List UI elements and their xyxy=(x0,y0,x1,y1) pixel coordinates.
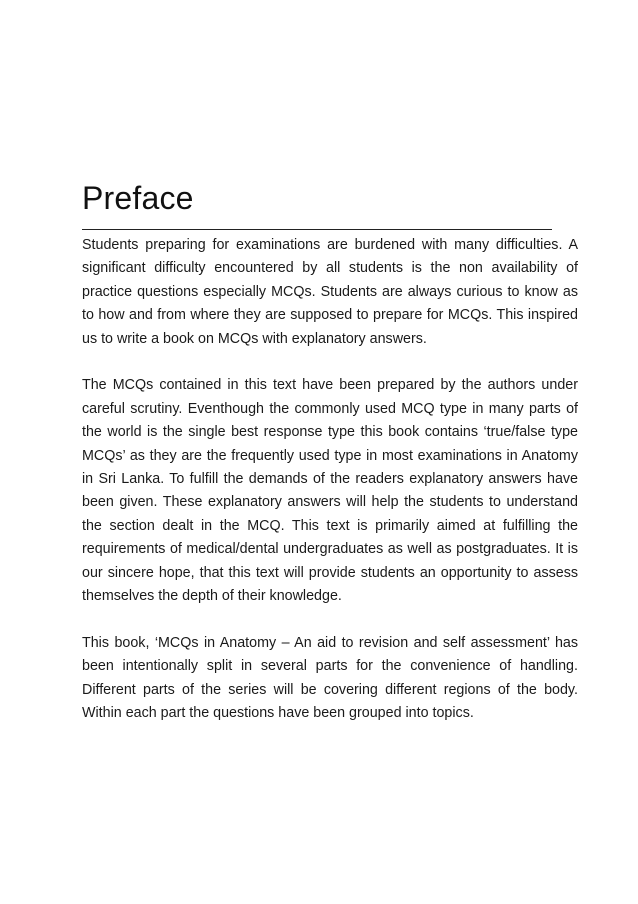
title-underline xyxy=(82,229,552,230)
paragraph: The MCQs contained in this text have been prepared by the authors under careful scrutiny. Eventhough the commonly used MCQ type in many parts of the world is the single best response type this book contains ‘true/false type MCQs’ as they are the frequently used type in most examinations in Anatomy in Sri Lanka. To fulfill the demands of the readers explanatory answers have been given. These explanatory answers will help the students to understand the section dealt in the MCQ. This text is primarily aimed at fulfilling the requirements of medical/dental undergraduates as well as postgraduates. It is our sincere hope, that this text will provide students an opportunity to assess themselves the depth of their knowledge. xyxy=(82,377,578,605)
paragraph: Students preparing for examinations are burdened with many difficulties. A significant difficulty encountered by all students is the non availability of practice questions especially MCQs. Students are always curious to know as to how and from where they are supposed to prepare for MCQs. This inspired us to write a book on MCQs with explanatory answers. xyxy=(82,237,578,347)
paragraph: This book, ‘MCQs in Anatomy – An aid to revision and self assessment’ has been intentionally split in several parts for the convenience of handling. Different parts of the series will be covering different regions of the body. Within each part the questions have been grouped into topics. xyxy=(82,634,578,722)
page-title: Preface xyxy=(82,180,194,216)
preface-body xyxy=(82,234,578,749)
